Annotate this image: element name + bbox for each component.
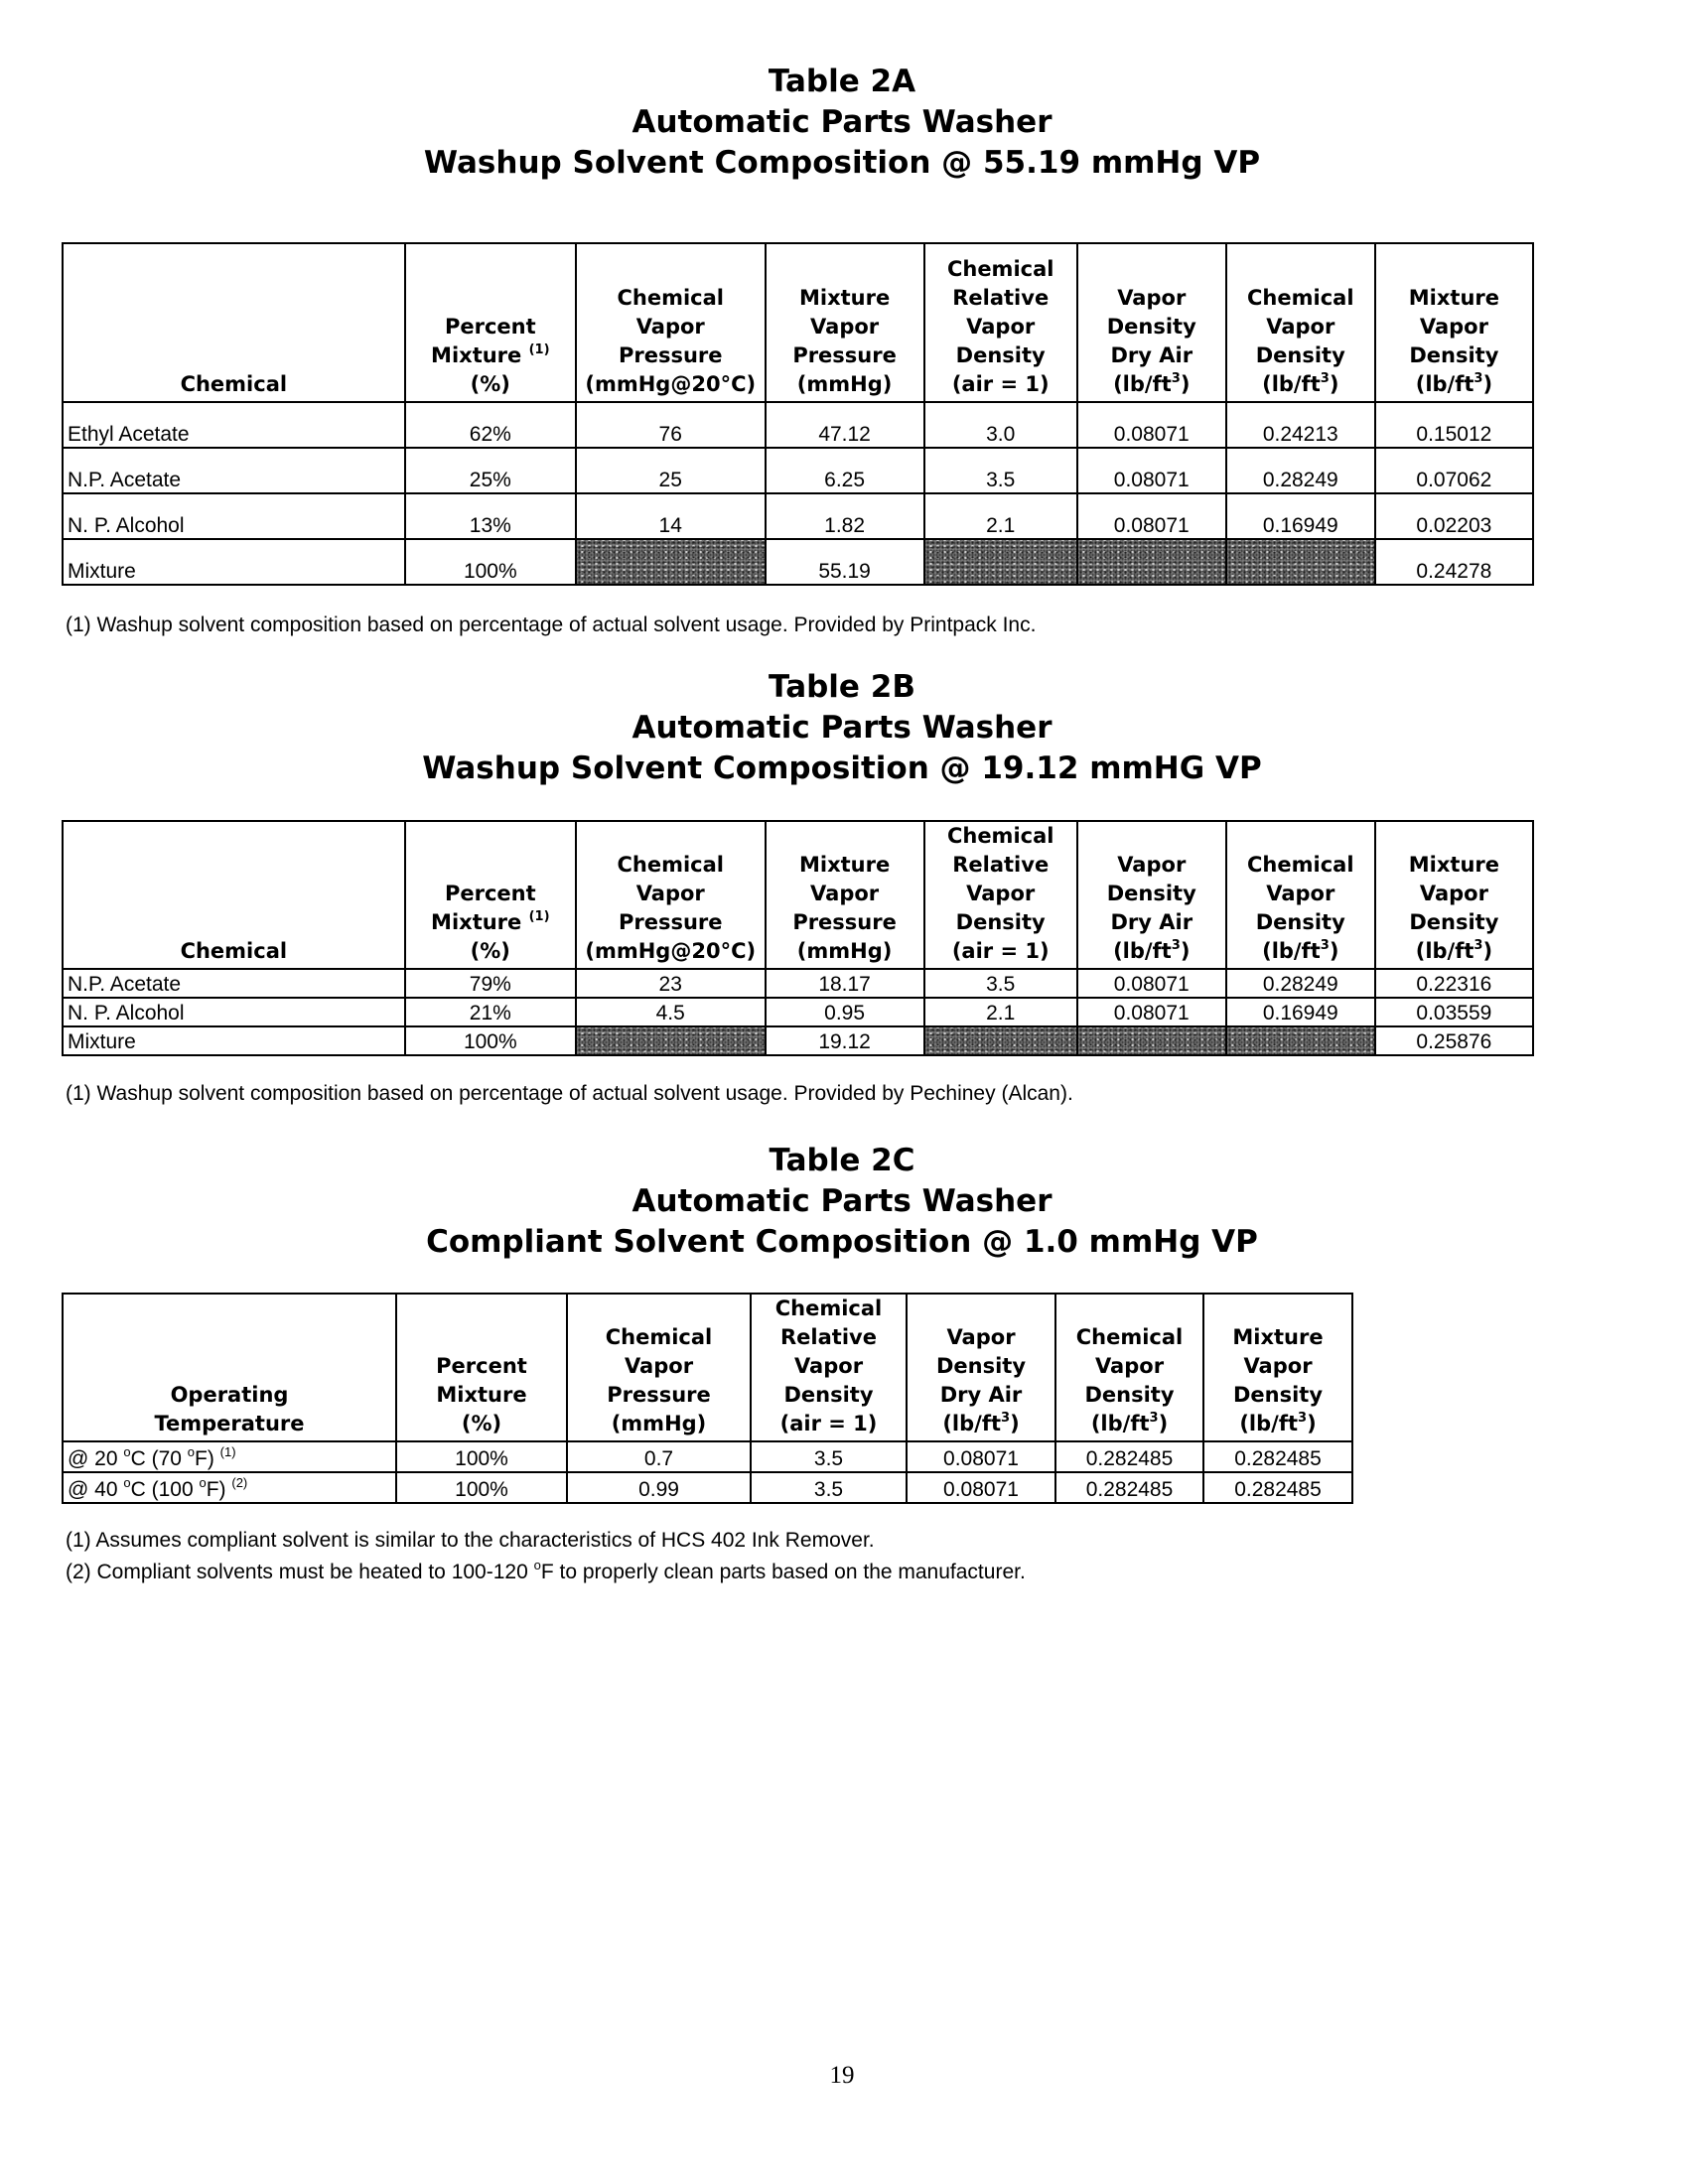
table-2b <box>62 820 1534 1056</box>
row-label-cell: N.P. Acetate <box>63 448 405 493</box>
column-header-line: Percent <box>436 1354 527 1378</box>
column-header-line: Density <box>935 1354 1027 1378</box>
column-header-line: Chemical <box>1075 1325 1184 1349</box>
column-header-line: Pressure <box>792 343 897 367</box>
column-header <box>1375 821 1533 969</box>
table-cell: 18.17 <box>766 969 924 998</box>
superscript: 3 <box>1149 1411 1159 1426</box>
table-cell: 0.282485 <box>1203 1472 1352 1503</box>
superscript: 3 <box>1171 371 1181 386</box>
table-cell: 2.1 <box>924 493 1077 539</box>
column-header <box>924 821 1077 969</box>
table-2c <box>62 1293 1353 1504</box>
column-header-line: Mixture <box>798 286 891 310</box>
column-header <box>576 821 766 969</box>
superscript: 3 <box>1171 938 1181 953</box>
column-header-line: Vapor <box>946 1325 1016 1349</box>
table-cell: 0.24278 <box>1375 539 1533 585</box>
column-header <box>396 1294 567 1441</box>
table-cell: 0.282485 <box>1203 1441 1352 1472</box>
table-cell: 0.282485 <box>1055 1472 1203 1503</box>
table-cell: 0.95 <box>766 998 924 1026</box>
superscript: (1) <box>528 342 550 357</box>
column-header-line: Vapor <box>1117 286 1187 310</box>
table-cell: 100% <box>396 1472 567 1503</box>
column-header-line: Mixture <box>1408 853 1499 877</box>
superscript: 3 <box>1001 1411 1011 1426</box>
column-header-line: Vapor <box>1243 1354 1313 1378</box>
table-2c-title <box>0 1141 1684 1263</box>
column-header-line: $(lb/ft^3)$ <box>1113 938 1191 963</box>
table-cell: 0.16949 <box>1226 998 1375 1026</box>
column-header-line: Pressure <box>607 1383 711 1407</box>
table-cell: 62% <box>405 402 576 448</box>
table-cell: 14 <box>576 493 766 539</box>
row-label-cell: N. P. Alcohol <box>63 493 405 539</box>
column-header-line: Vapor <box>966 882 1036 905</box>
column-header-line: Chemical <box>774 1297 883 1320</box>
shaded-cell <box>924 539 1077 585</box>
column-header-line: Chemical <box>180 939 288 963</box>
shaded-cell <box>576 539 766 585</box>
table-cell: 0.02203 <box>1375 493 1533 539</box>
page-number: 19 <box>829 2062 855 2089</box>
column-header <box>63 1294 396 1441</box>
table-cell: 0.08071 <box>1077 969 1226 998</box>
column-header <box>766 243 924 402</box>
column-header <box>63 243 405 402</box>
column-header-line: (air = 1) <box>951 939 1050 963</box>
column-header-line: Vapor <box>810 315 880 339</box>
table-2c-footnote-1: (1) Assumes compliant solvent is similar to the characteristics of HCS 402 Ink Remover. <box>66 1529 875 1552</box>
column-header <box>63 821 405 969</box>
column-header-line: Dry Air <box>1110 343 1193 367</box>
superscript: o <box>187 1444 196 1459</box>
superscript: 3 <box>1474 371 1483 386</box>
column-header-line: Vapor <box>1419 315 1488 339</box>
column-header-line: Density <box>1255 343 1345 367</box>
column-header-line: Percent <box>444 882 536 905</box>
row-label-cell: Mixture <box>63 1026 405 1055</box>
row-label-cell: N.P. Acetate <box>63 969 405 998</box>
row-label-cell: Ethyl Acetate <box>63 402 405 448</box>
column-header-line: Dry Air <box>939 1383 1023 1407</box>
column-header <box>924 243 1077 402</box>
table-row <box>63 402 1533 448</box>
table-cell: 0.25876 <box>1375 1026 1533 1055</box>
column-header-line: (air = 1) <box>951 372 1050 396</box>
table-cell: 0.08071 <box>907 1472 1055 1503</box>
column-header-line: Pressure <box>618 910 723 934</box>
table-cell: 0.08071 <box>907 1441 1055 1472</box>
column-header-line: (mmHg) <box>796 939 893 963</box>
superscript: 3 <box>1474 938 1483 953</box>
column-header-line: (air = 1) <box>779 1412 878 1435</box>
column-header-line: Chemical <box>1247 853 1354 877</box>
table-cell: 47.12 <box>766 402 924 448</box>
table-cell: 0.08071 <box>1077 402 1226 448</box>
column-header-line: Relative <box>952 853 1050 877</box>
column-header-line: Vapor <box>1117 853 1187 877</box>
header-row <box>63 821 1533 969</box>
column-header-line: (%) <box>461 1412 502 1435</box>
table-2b-title-line: Automatic Parts Washer <box>632 710 1052 746</box>
table-cell: 0.28249 <box>1226 969 1375 998</box>
column-header-line: (%) <box>470 372 510 396</box>
column-header-line: Pressure <box>792 910 897 934</box>
column-header-line: Density <box>1106 882 1196 905</box>
column-header-line: Mixture $^{(1)}$ <box>431 909 550 934</box>
table-row <box>63 1441 1352 1472</box>
row-label-cell: N. P. Alcohol <box>63 998 405 1026</box>
superscript: o <box>123 1444 131 1459</box>
column-header-line: Density <box>955 343 1046 367</box>
table-cell: 0.03559 <box>1375 998 1533 1026</box>
table-cell: 6.25 <box>766 448 924 493</box>
table-cell: 0.07062 <box>1375 448 1533 493</box>
shaded-cell <box>1226 539 1375 585</box>
table-row <box>63 539 1533 585</box>
table-cell: 13% <box>405 493 576 539</box>
column-header-line: $(lb/ft^3)$ <box>1090 1411 1169 1435</box>
table-cell: 21% <box>405 998 576 1026</box>
column-header <box>1077 821 1226 969</box>
column-header-line: Chemical <box>1247 286 1354 310</box>
table-cell: 0.99 <box>567 1472 751 1503</box>
table-cell: 4.5 <box>576 998 766 1026</box>
column-header <box>907 1294 1055 1441</box>
table-2b-title <box>0 667 1684 789</box>
column-header-line: Pressure <box>618 343 723 367</box>
table-2a-title-line: Washup Solvent Composition @ 55.19 mmHg VP <box>423 145 1261 181</box>
table-2a-title-line: Table 2A <box>768 64 916 99</box>
column-header-line: Dry Air <box>1110 910 1193 934</box>
column-header-line: Density <box>1255 910 1345 934</box>
table-cell: 2.1 <box>924 998 1077 1026</box>
column-header-line: Chemical <box>180 372 288 396</box>
column-header-line: $(lb/ft^3)$ <box>1113 371 1191 396</box>
column-header-line: Density <box>1232 1383 1324 1407</box>
column-header-line: Density <box>1409 910 1499 934</box>
column-header-line: Vapor <box>635 882 705 905</box>
table-2c-footnote-2: (2) Compliant solvents must be heated to 100-120 $^o$F to properly clean parts based on the manufacturer. <box>66 1558 1026 1583</box>
superscript: 3 <box>1320 371 1330 386</box>
table-row <box>63 998 1533 1026</box>
column-header <box>1203 1294 1352 1441</box>
table-cell: 23 <box>576 969 766 998</box>
column-header <box>1375 243 1533 402</box>
column-header-line: Percent <box>444 315 536 339</box>
table-row <box>63 493 1533 539</box>
column-header-line: Density <box>1106 315 1196 339</box>
column-header-line: Vapor <box>1266 882 1335 905</box>
table-cell: 0.24213 <box>1226 402 1375 448</box>
table-cell: 25 <box>576 448 766 493</box>
table-cell: 1.82 <box>766 493 924 539</box>
table-cell: 0.16949 <box>1226 493 1375 539</box>
column-header-line: Relative <box>780 1325 877 1349</box>
table-cell: 19.12 <box>766 1026 924 1055</box>
table-cell: 76 <box>576 402 766 448</box>
table-2a-title-line: Automatic Parts Washer <box>632 104 1052 140</box>
table-2b-footnote: (1) Washup solvent composition based on percentage of actual solvent usage. Provided by Pechiney (Alcan). <box>66 1082 1073 1105</box>
column-header-line: $(lb/ft^3)$ <box>1415 371 1493 396</box>
table-row <box>63 969 1533 998</box>
column-header-line: Temperature <box>154 1412 305 1435</box>
superscript: o <box>533 1558 541 1572</box>
column-header-line: Vapor <box>1266 315 1335 339</box>
column-header-line: Mixture <box>798 853 891 877</box>
column-header-line: Vapor <box>635 315 705 339</box>
column-header-line: (mmHg) <box>611 1412 707 1435</box>
table-2a-footnote: (1) Washup solvent composition based on percentage of actual solvent usage. Provided by Printpack Inc. <box>66 614 1037 636</box>
column-header-line: Vapor <box>1094 1354 1165 1378</box>
table-cell: 0.08071 <box>1077 448 1226 493</box>
table-2a-title <box>0 62 1684 184</box>
column-header-line: Vapor <box>810 882 880 905</box>
column-header-line: Mixture <box>1232 1325 1324 1349</box>
table-2b-title-line: Washup Solvent Composition @ 19.12 mmHG VP <box>422 751 1262 786</box>
column-header-line: Mixture <box>436 1383 527 1407</box>
table-2c-title-line: Compliant Solvent Composition @ 1.0 mmHg VP <box>426 1224 1258 1260</box>
column-header <box>576 243 766 402</box>
table-2a <box>62 242 1534 586</box>
table-cell: 100% <box>405 539 576 585</box>
table-cell: 3.5 <box>751 1441 907 1472</box>
table-cell: 3.5 <box>924 448 1077 493</box>
shaded-cell <box>924 1026 1077 1055</box>
column-header-line: Chemical <box>605 1325 713 1349</box>
column-header <box>1226 821 1375 969</box>
row-label-cell: @ 20 $^o$C (70 $^o$F) $^{(1)}$ <box>63 1441 396 1472</box>
column-header-line: Chemical <box>946 824 1054 848</box>
table-2b-title-line: Table 2B <box>769 669 915 705</box>
superscript: (1) <box>528 909 550 924</box>
header-row <box>63 243 1533 402</box>
table-cell: 25% <box>405 448 576 493</box>
column-header-line: Mixture <box>1408 286 1499 310</box>
table-cell: 0.282485 <box>1055 1441 1203 1472</box>
table-cell: 0.28249 <box>1226 448 1375 493</box>
column-header-line: Density <box>955 910 1046 934</box>
column-header-line: $(lb/ft^3)$ <box>1239 1411 1317 1435</box>
table-cell: 0.7 <box>567 1441 751 1472</box>
column-header <box>751 1294 907 1441</box>
column-header-line: $(lb/ft^3)$ <box>942 1411 1020 1435</box>
table-cell: 0.08071 <box>1077 493 1226 539</box>
shaded-cell <box>1077 1026 1226 1055</box>
column-header <box>1226 243 1375 402</box>
column-header <box>766 821 924 969</box>
column-header-line: (mmHg@20°C) <box>585 939 757 963</box>
table-cell: 79% <box>405 969 576 998</box>
row-label-cell: Mixture <box>63 539 405 585</box>
column-header-line: Operating <box>170 1383 289 1407</box>
column-header-line: (mmHg@20°C) <box>585 372 757 396</box>
superscript: o <box>123 1475 131 1490</box>
superscript: o <box>199 1475 207 1490</box>
table-cell: 0.22316 <box>1375 969 1533 998</box>
superscript: 3 <box>1298 1411 1308 1426</box>
column-header-line: Chemical <box>617 853 724 877</box>
superscript: (1) <box>219 1444 236 1459</box>
column-header <box>405 243 576 402</box>
column-header-line: Density <box>1084 1383 1175 1407</box>
table-cell: 3.5 <box>924 969 1077 998</box>
column-header-line: (%) <box>470 939 510 963</box>
table-row <box>63 1472 1352 1503</box>
table-row <box>63 448 1533 493</box>
column-header-line: Density <box>783 1383 874 1407</box>
table-row <box>63 1026 1533 1055</box>
shaded-cell <box>1226 1026 1375 1055</box>
column-header <box>405 821 576 969</box>
column-header <box>567 1294 751 1441</box>
column-header <box>1055 1294 1203 1441</box>
column-header-line: Density <box>1409 343 1499 367</box>
column-header-line: Vapor <box>966 315 1036 339</box>
table-cell: 0.15012 <box>1375 402 1533 448</box>
column-header-line: Chemical <box>946 257 1054 281</box>
superscript: (2) <box>231 1475 248 1490</box>
column-header-line: (mmHg) <box>796 372 893 396</box>
column-header-line: $(lb/ft^3)$ <box>1262 371 1339 396</box>
column-header-line: $(lb/ft^3)$ <box>1415 938 1493 963</box>
column-header-line: Mixture $^{(1)}$ <box>431 342 550 367</box>
shaded-cell <box>576 1026 766 1055</box>
column-header-line: Relative <box>952 286 1050 310</box>
table-cell: 100% <box>405 1026 576 1055</box>
superscript: 3 <box>1320 938 1330 953</box>
column-header <box>1077 243 1226 402</box>
column-header-line: Vapor <box>1419 882 1488 905</box>
shaded-cell <box>1077 539 1226 585</box>
table-cell: 3.5 <box>751 1472 907 1503</box>
header-row <box>63 1294 1352 1441</box>
column-header-line: $(lb/ft^3)$ <box>1262 938 1339 963</box>
column-header-line: Vapor <box>793 1354 864 1378</box>
column-header-line: Chemical <box>617 286 724 310</box>
row-label-cell: @ 40 $^o$C (100 $^o$F) $^{(2)}$ <box>63 1472 396 1503</box>
table-cell: 0.08071 <box>1077 998 1226 1026</box>
table-cell: 3.0 <box>924 402 1077 448</box>
table-2c-title-line: Table 2C <box>769 1143 915 1178</box>
table-cell: 100% <box>396 1441 567 1472</box>
column-header-line: Vapor <box>624 1354 694 1378</box>
table-cell: 55.19 <box>766 539 924 585</box>
table-2c-title-line: Automatic Parts Washer <box>632 1183 1052 1219</box>
